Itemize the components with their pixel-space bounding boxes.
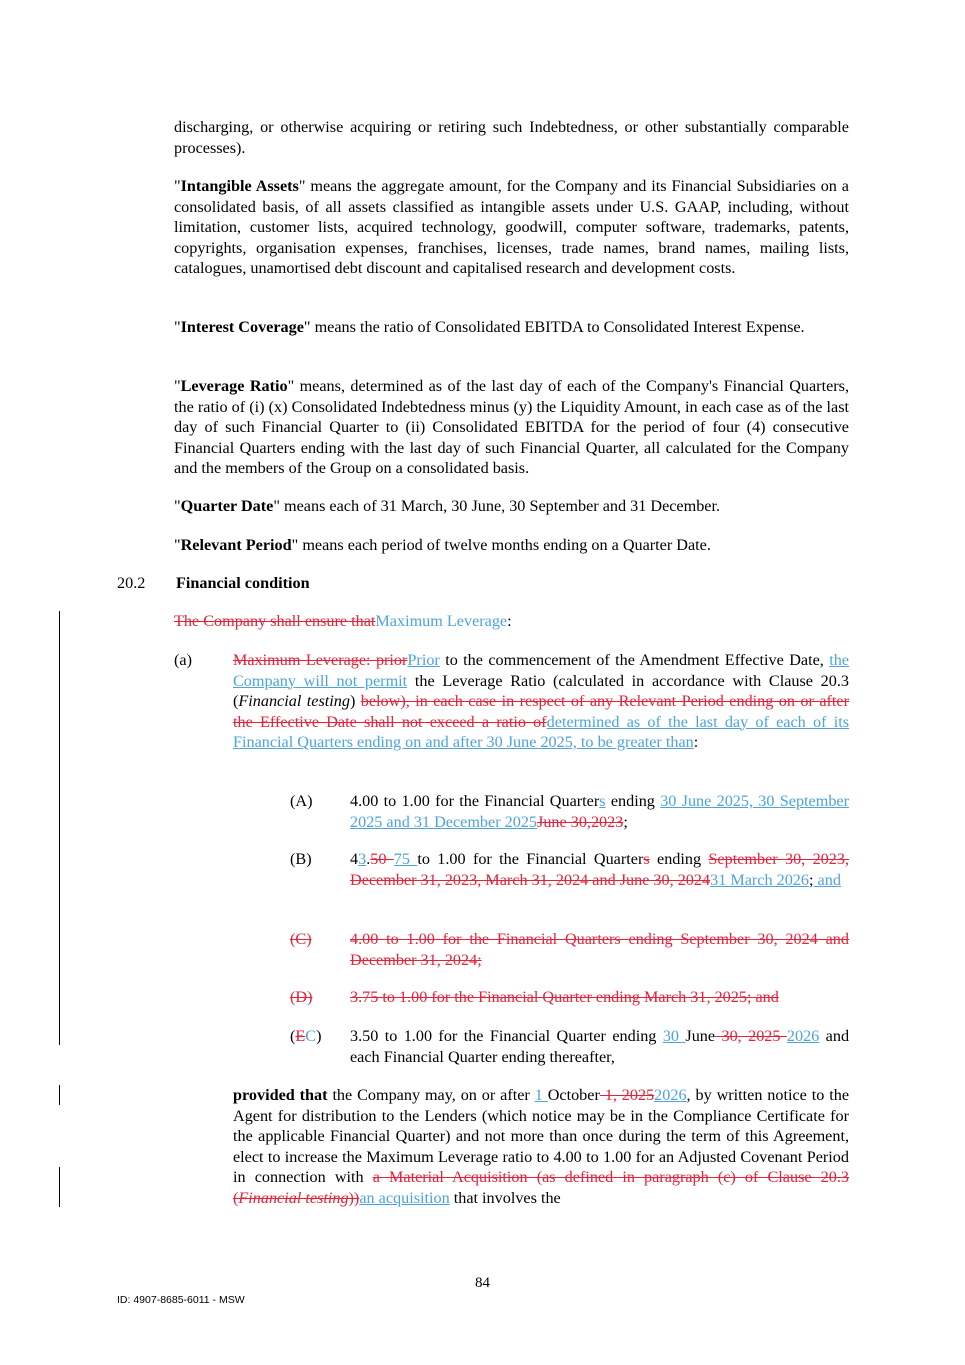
item-A-text: 4.00 to 1.00 for the Financial Quarters ending 30 June 2025, 30 September 2025 and 31 December 2025June 30,2023; — [350, 792, 849, 831]
section-number: 20.2 — [117, 574, 146, 592]
definition-leverage-ratio: "Leverage Ratio" means, determined as of the last day of each of the Company's Financial Quarters, the ratio of (i) (x) Consolidated Indebtedness minus (y) the Liquidity Amount, in each case as of the last day of such Financial Quarter to (ii) Consolidated EBITDA for the period of four (4) consecutive Financial Quarters ending with the last day of such Financial Quarter, all calculated for the Company and the members of the Group on a consolidated basis. — [174, 377, 849, 477]
definition-interest-coverage: "Interest Coverage" means the ratio of Consolidated EBITDA to Consolidated Interest Expense. — [174, 318, 805, 336]
section-title: Financial condition — [176, 574, 310, 592]
lead-line: The Company shall ensure thatMaximum Leverage: — [174, 612, 512, 630]
defined-term: Relevant Period — [180, 536, 292, 554]
clause-label-a: (a) — [174, 651, 192, 669]
defined-term: Intangible Assets — [180, 177, 299, 195]
page-number: 84 — [475, 1275, 490, 1291]
item-label-D: (D) — [290, 988, 313, 1006]
item-label-C: (C) — [290, 930, 312, 948]
item-D-text: 3.75 to 1.00 for the Financial Quarter ending March 31, 2025; and — [350, 988, 779, 1006]
item-E-text: 3.50 to 1.00 for the Financial Quarter ending 30 June 30, 2025 2026 and each Financial Quarter ending thereafter, — [350, 1027, 850, 1066]
defined-term: Interest Coverage — [180, 318, 304, 336]
item-label-B: (B) — [290, 850, 312, 868]
item-label-A: (A) — [290, 792, 313, 810]
item-B-text: 43.50 75 to 1.00 for the Financial Quarters ending September 30, 2023, December 31, 2023, March 31, 2024 and June 30, 202431 March 2026; and — [350, 850, 850, 889]
definition-relevant-period: "Relevant Period" means each period of twelve months ending on a Quarter Date. — [174, 536, 711, 554]
defined-term: Leverage Ratio — [180, 377, 288, 395]
change-bar — [59, 611, 60, 1045]
item-label-E: (EC) — [290, 1027, 322, 1045]
defined-term: Quarter Date — [180, 497, 274, 515]
item-C-text: 4.00 to 1.00 for the Financial Quarters ending September 30, 2024 and December 31, 2024; — [350, 930, 849, 969]
definition-intangible-assets: "Intangible Assets" means the aggregate amount, for the Company and its Financial Subsidiaries on a consolidated basis, of all assets classified as intangible assets under U.S. GAAP, including, without limitation, customer lists, acquired technology, goodwill, computer software, trademarks, patents, copyrights, organisation expenses, franchises, licenses, trade names, brand names, mailing lists, catalogues, unamortised debt discount and capitalised research and development costs. — [174, 177, 849, 277]
intro-paragraph: discharging, or otherwise acquiring or retiring such Indebtedness, or other substantially comparable processes). — [174, 118, 849, 157]
proviso-paragraph: provided that the Company may, on or after 1 October 1, 20252026, by written notice to the Agent for distribution to the Lenders (which notice may be in the Compliance Certificate for the applicable Financial Quarter) and not more than once during the term of this Agreement, elect to increase the Maximum Leverage ratio to 4.00 to 1.00 for an Adjusted Covenant Period in connection with a Material Acquisition (as defined in paragraph (c) of Clause 20.3 (Financial testing))an acquisition that involves the — [233, 1086, 850, 1207]
change-bar — [59, 1085, 60, 1105]
clause-a-text: Maximum Leverage: priorPrior to the commencement of the Amendment Effective Date, the Company will not permit the Leverage Ratio (calculated in accordance with Clause 20.3 (Financial testing) below), in each case in respect of any Relevant Period ending on or after the Effective Date shall not exceed a ratio ofdetermined as of the last day of each of its Financial Quarters ending on and after 30 June 2025, to be greater than: — [233, 651, 850, 751]
change-bar — [59, 1167, 60, 1207]
document-id: ID: 4907-8685-6011 - MSW — [117, 1294, 245, 1306]
definition-quarter-date: "Quarter Date" means each of 31 March, 30 June, 30 September and 31 December. — [174, 497, 721, 515]
